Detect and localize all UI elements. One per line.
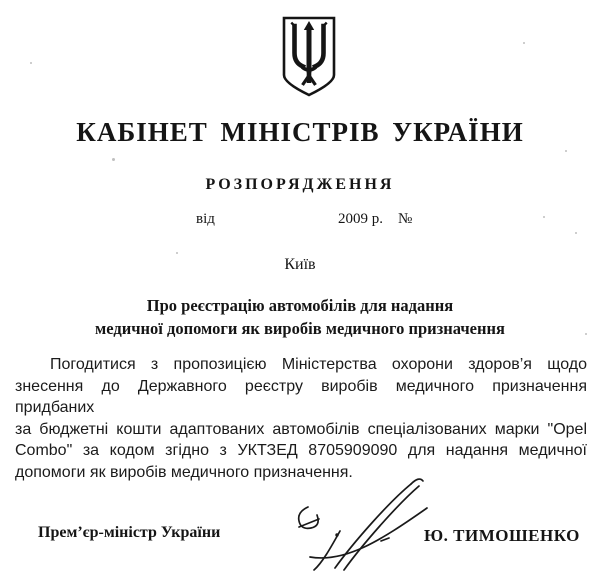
- subject-title: [0, 294, 600, 340]
- trident-shield-icon: [276, 15, 342, 103]
- document-type-heading: РОЗПОРЯДЖЕННЯ: [205, 176, 395, 193]
- issuing-authority-title: КАБІНЕТ МІНІСТРІВ УКРАЇНИ: [76, 117, 524, 147]
- date-year-label: 2009 р.: [338, 211, 383, 227]
- ukraine-coat-of-arms-icon: [276, 15, 342, 108]
- handwritten-signature-icon: [240, 471, 430, 576]
- subject-title-line: Про реєстрацію автомобілів для надання: [146, 296, 454, 315]
- body-paragraph: [15, 354, 587, 483]
- city-label: Київ: [284, 256, 316, 273]
- body-line: Combo" за кодом згідно з УКТЗЕД 8705909090 для надання медичної: [15, 442, 587, 459]
- number-sign-label: №: [398, 211, 413, 227]
- date-prefix-label: від: [196, 211, 215, 227]
- signer-name-label: Ю. ТИМОШЕНКО: [424, 526, 580, 545]
- signer-title-label: Прем’єр-міністр України: [38, 524, 221, 541]
- body-line: допомоги як виробів медичного призначення.: [15, 463, 353, 481]
- body-line: за бюджетні кошти адаптованих автомобілів спеціалізованих марки "Opel: [15, 420, 587, 438]
- subject-title-line: медичної допомоги як виробів медичного призначення: [95, 319, 505, 338]
- body-line: знесення до Державного реєстру виробів медичного призначення придбаних: [15, 377, 587, 416]
- body-line: Погодитися з пропозицією Міністерства охорони здоров’я щодо: [50, 356, 587, 373]
- date-line: [0, 211, 600, 233]
